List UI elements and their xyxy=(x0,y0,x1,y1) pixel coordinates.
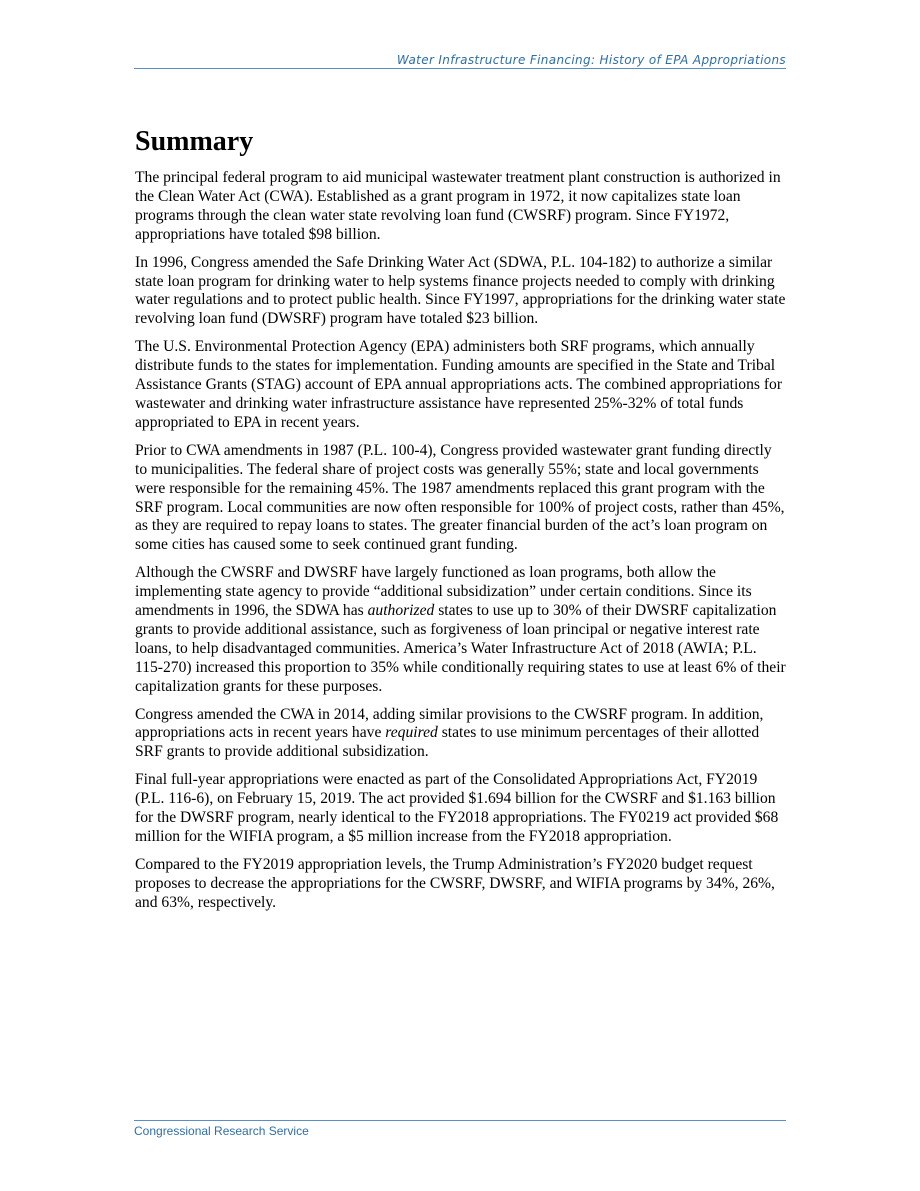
running-footer xyxy=(134,1120,786,1138)
section-heading: Summary xyxy=(135,126,254,157)
paragraph-text: Although the CWSRF and DWSRF have largely functioned as loan programs, both allow the implementing state agency to provide “additional subsidization” under certain conditions. Since its amendments in 1996, the SDWA has xyxy=(135,564,752,620)
paragraph-fy2020-budget: Compared to the FY2019 appropriation levels, the Trump Administration’s FY2020 budget request proposes to decrease the appropriations for the CWSRF, DWSRF, and WIFIA programs by 34%, 26%, and 63%, respectively. xyxy=(135,855,775,911)
paragraph-text: Congress amended the CWA in 2014, adding similar provisions to the CWSRF program. In addition, appropriations acts in recent years have xyxy=(135,705,764,742)
paragraph-cwa-2014 xyxy=(135,706,787,763)
emphasis-text: authorized xyxy=(367,602,435,620)
footer-source: Congressional Research Service xyxy=(134,1124,309,1138)
paragraph-text: states to use up to 30% of their DWSRF capitalization grants to provide additional assistance, such as forgiveness of loan principal or negative interest rate loans, to help disadvantaged communities. America’s Water Infrastructure Act of 2018 (AWIA; P.L. 115-270) increased this proportion to 35% while conditionally requiring states to use at least 6% of their capitalization grants for these purposes. xyxy=(135,602,786,695)
paragraph-1987-amendments: Prior to CWA amendments in 1987 (P.L. 100-4), Congress provided wastewater grant funding directly to municipalities. The federal share of project costs was generally 55%; state and local governments were responsible for the remaining 45%. The 1987 amendments replaced this grant program with the SRF program. Local communities are now often responsible for 100% of project costs, rather than 45%, as they are required to repay loans to states. The greater financial burden of the act’s loan program on some cities has caused some to seek continued grant funding. xyxy=(135,441,785,554)
emphasis-text: required xyxy=(385,724,438,742)
paragraph-epa-administration: The U.S. Environmental Protection Agency (EPA) administers both SRF programs, which annually distribute funds to the states for implementation. Funding amounts are specified in the State and Tribal Assistance Grants (STAG) account of EPA annual appropriations acts. The combined appropriations for wastewater and drinking water infrastructure assistance have represented 25%-32% of total funds appropriated to EPA in recent years. xyxy=(135,338,783,431)
paragraph-fy2019-appropriations: Final full-year appropriations were enacted as part of the Consolidated Appropriations Act, FY2019 (P.L. 116-6), on February 15, 2019. The act provided $1.694 billion for the CWSRF and $1.163 billion for the DWSRF program, nearly identical to the FY2018 appropriations. The FY0219 act provided $68 million for the WIFIA program, a $5 million increase from the FY2018 appropriation. xyxy=(135,771,779,845)
summary-section xyxy=(135,122,787,922)
paragraph-additional-subsidization xyxy=(135,564,787,696)
paragraph-text: states to use minimum percentages of their allotted SRF grants to provide additional subsidization. xyxy=(135,724,760,761)
paragraph-sdwa-amendment: In 1996, Congress amended the Safe Drinking Water Act (SDWA, P.L. 104-182) to authorize a similar state loan program for drinking water to help systems finance projects needed to comply with drinking water regulations and to protect public health. Since FY1997, appropriations for the drinking water state revolving loan fund (DWSRF) program have totaled $23 billion. xyxy=(135,253,786,328)
running-header-title: Water Infrastructure Financing: History of EPA Appropriations xyxy=(396,53,786,67)
running-header xyxy=(134,53,786,69)
paragraph-cwa-program: The principal federal program to aid municipal wastewater treatment plant construction is authorized in the Clean Water Act (CWA). Established as a grant program in 1972, it now capitalizes state loan programs through the clean water state revolving loan fund (CWSRF) program. Since FY1972, appropriations have totaled $98 billion. xyxy=(135,169,781,243)
